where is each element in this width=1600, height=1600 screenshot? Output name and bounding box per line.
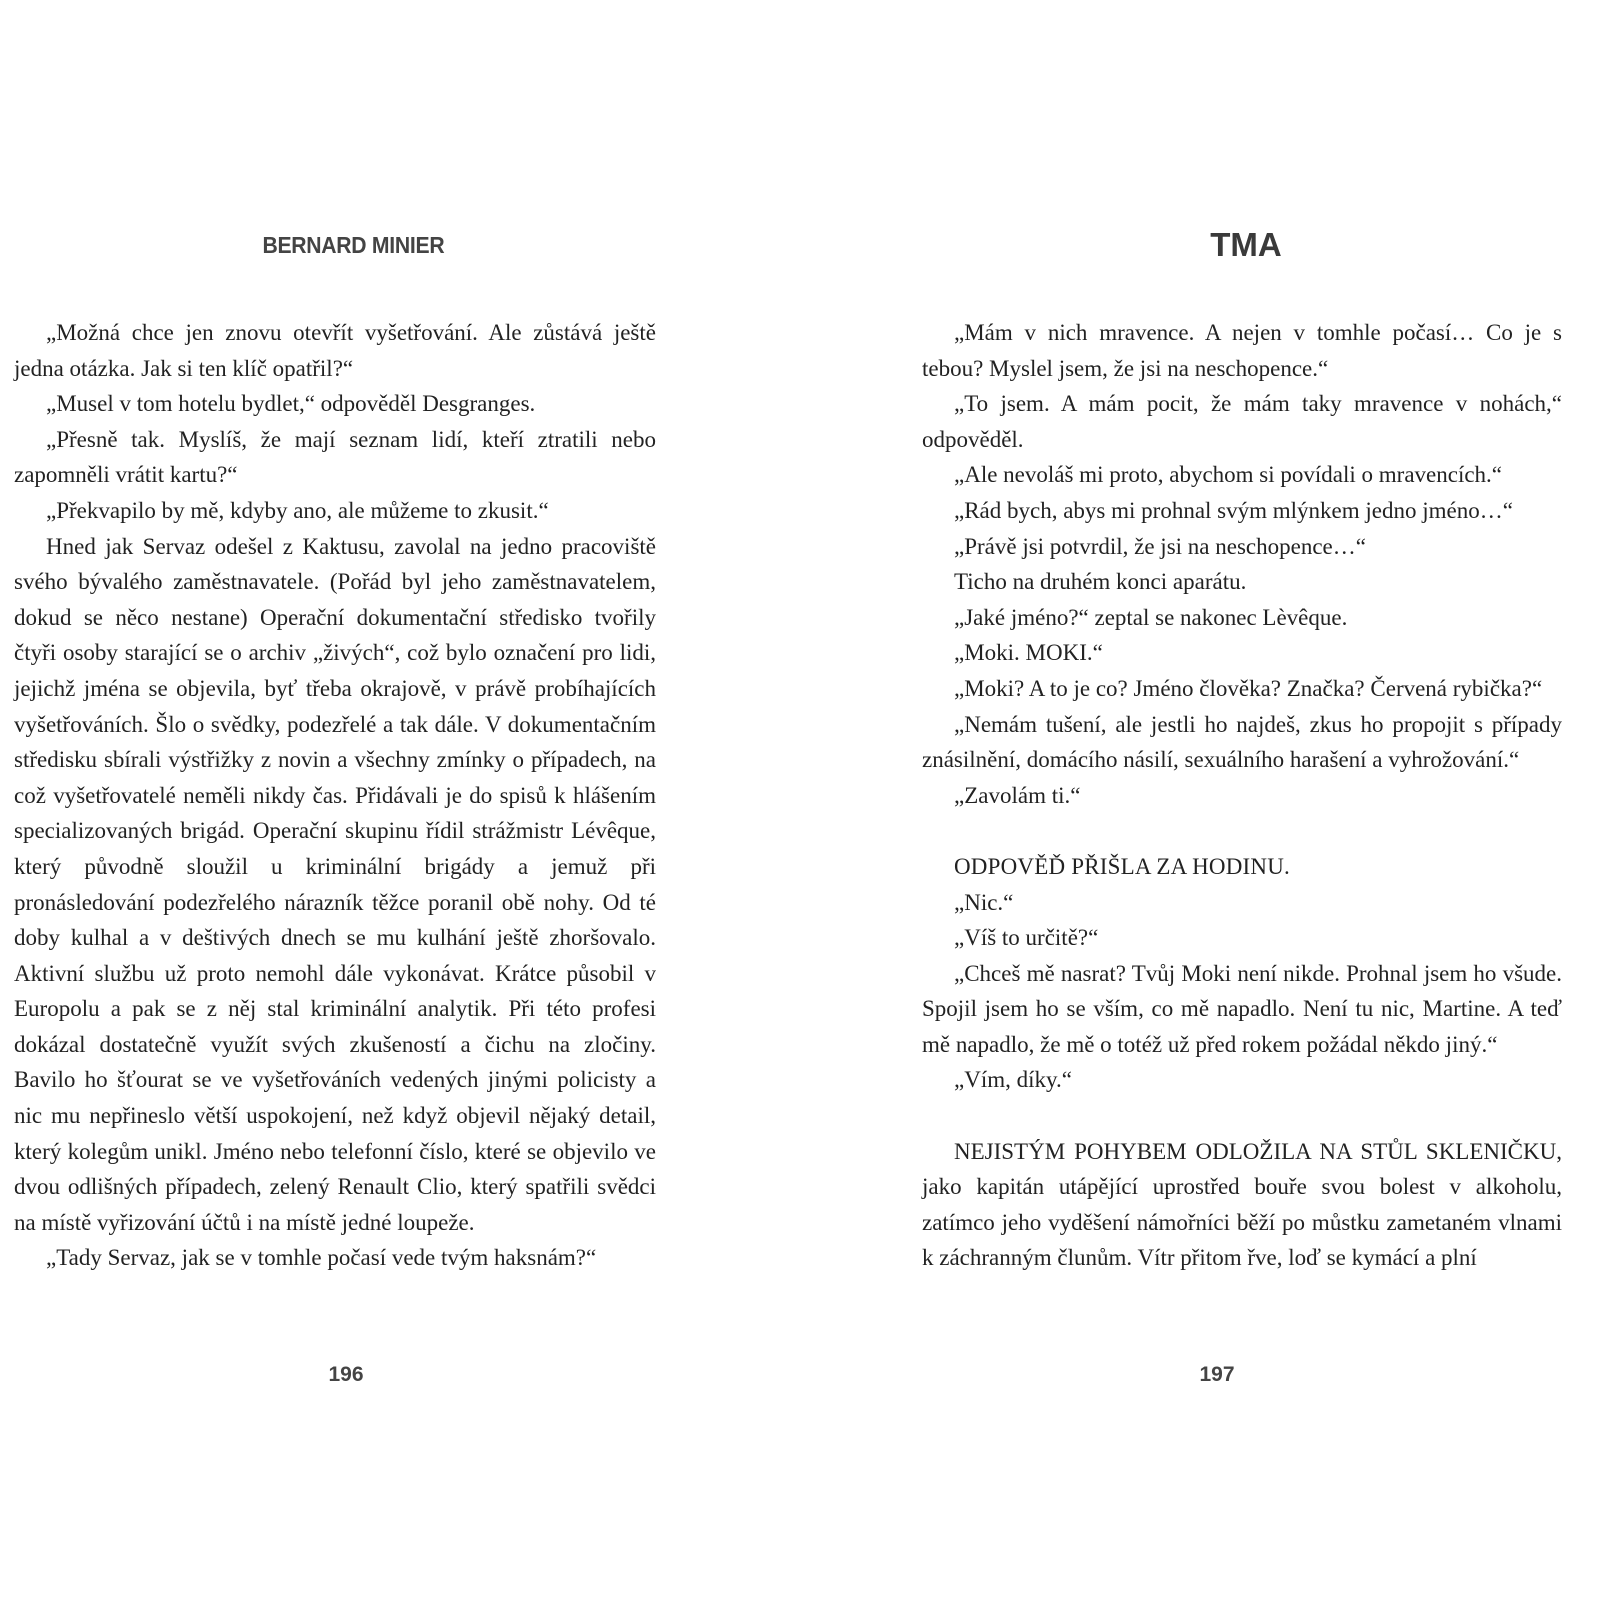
running-head-author: BERNARD MINIER [262, 232, 445, 258]
paragraph: „Možná chce jen znovu otevřít vyšetřování. Ale zůstává ještě jedna otázka. Jak si ten klíč opatřil?“ [14, 320, 656, 381]
paragraph: „Ale nevoláš mi proto, abychom si povídali o mravencích.“ [954, 462, 1503, 488]
paragraph: „Musel v tom hotelu bydlet,“ odpověděl Desgranges. [46, 391, 536, 417]
paragraph: „Nemám tušení, ale jestli ho najdeš, zkus ho propojit s případy znásilnění, domácího násilí, sexuálního harašení a vyhrožování.“ [922, 711, 1562, 773]
paragraph: „To jsem. A mám pocit, že mám taky mravence v nohách,“ odpověděl. [922, 391, 1562, 452]
paragraph: „Zavolám ti.“ [954, 782, 1081, 808]
paragraph: „Mám v nich mravence. A nejen v tomhle počasí… Co je s tebou? Myslel jsem, že jsi na neschopence.“ [922, 320, 1562, 381]
paragraph: „Vím, díky.“ [954, 1067, 1072, 1093]
section-opening: NEJISTÝM POHYBEM ODLOŽILA NA STŮL SKLENIČKU, jako kapitán utápějící uprostřed bouře svou bolest v alkoholu, zatímco jeho vyděšení námořníci běží po můstku zametaném vlnami k záchranným člunům. Vítr přitom řve, loď se kymácí a plní [922, 1138, 1562, 1271]
paragraph: „Překvapilo by mě, kdyby ano, ale můžeme to zkusit.“ [46, 497, 549, 523]
page-number: 197 [1199, 1363, 1235, 1386]
page-number: 196 [328, 1363, 364, 1386]
paragraph: „Nic.“ [954, 889, 1014, 915]
paragraph: Hned jak Servaz odešel z Kaktusu, zavolal na jedno pracoviště svého bývalého zaměstnavatele. (Pořád byl jeho zaměstnavatelem, dokud se něco nestane) Operační dokumentační středisko tvořily čtyři osoby starající se o archiv „živých“, což bylo označení pro lidi, jejichž jména se objevila, byť třeba okrajově, v právě probíhajících vyšetřováních. Šlo o svědky, podezřelé a tak dále. V dokumentačním středisku sbírali výstřižky z novin a všechny zmínky o případech, na což vyšetřovatelé neměli nikdy čas. Přidávali je do spisů k hlášením specializovaných brigád. Operační skupinu řídil strážmistr Lévêque, který původně sloužil u kriminální brigády a jemuž při pronásledování podezřelého nárazník těžce poranil obě nohy. Od té doby kulhal a v deštivých dnech se mu kulhání ještě zhoršovalo. Aktivní službu už proto nemohl dále vykonávat. Krátce působil v Europolu a pak se z něj stal kriminální analytik. Při této profesi dokázal dostatečně využít svých zkušeností a čichu na zločiny. Bavilo ho šťourat se ve vyšetřováních vedených jinými policisty a nic mu nepřineslo větší uspokojení, než když objevil nějaký detail, který kolegům unikl. Jméno nebo telefonní číslo, které se objevilo ve dvou odlišných případech, zelený Renault Clio, který spatřili svědci na místě vyřizování účtů i na místě jedné loupeže. [14, 533, 656, 1235]
paragraph: „Právě jsi potvrdil, že jsi na neschopence…“ [954, 533, 1366, 559]
section-opening: ODPOVĚĎ PŘIŠLA ZA HODINU. [954, 853, 1290, 879]
paragraph: „Moki. MOKI.“ [954, 640, 1103, 666]
running-head-title: TMA [1210, 226, 1282, 263]
paragraph: „Jaké jméno?“ zeptal se nakonec Lèvêque. [954, 604, 1348, 630]
paragraph: „Přesně tak. Myslíš, že mají seznam lidí, kteří ztratili nebo zapomněli vrátit kartu?“ [14, 426, 656, 488]
left-page-body [14, 315, 656, 1276]
paragraph: „Chceš mě nasrat? Tvůj Moki není nikde. Prohnal jsem ho všude. Spojil jsem ho se vším, co mě napadlo. Není tu nic, Martine. A teď mě napadlo, že mě o totéž už před rokem požádal někdo jiný.“ [922, 960, 1562, 1057]
right-page-body [922, 315, 1562, 1276]
paragraph: „Moki? A to je co? Jméno člověka? Značka? Červená rybička?“ [954, 675, 1543, 701]
paragraph: Ticho na druhém konci aparátu. [954, 569, 1247, 595]
paragraph: „Tady Servaz, jak se v tomhle počasí vede tvým haksnám?“ [46, 1245, 597, 1271]
paragraph: „Víš to určitě?“ [954, 925, 1099, 951]
paragraph: „Rád bych, abys mi prohnal svým mlýnkem jedno jméno…“ [954, 497, 1513, 523]
